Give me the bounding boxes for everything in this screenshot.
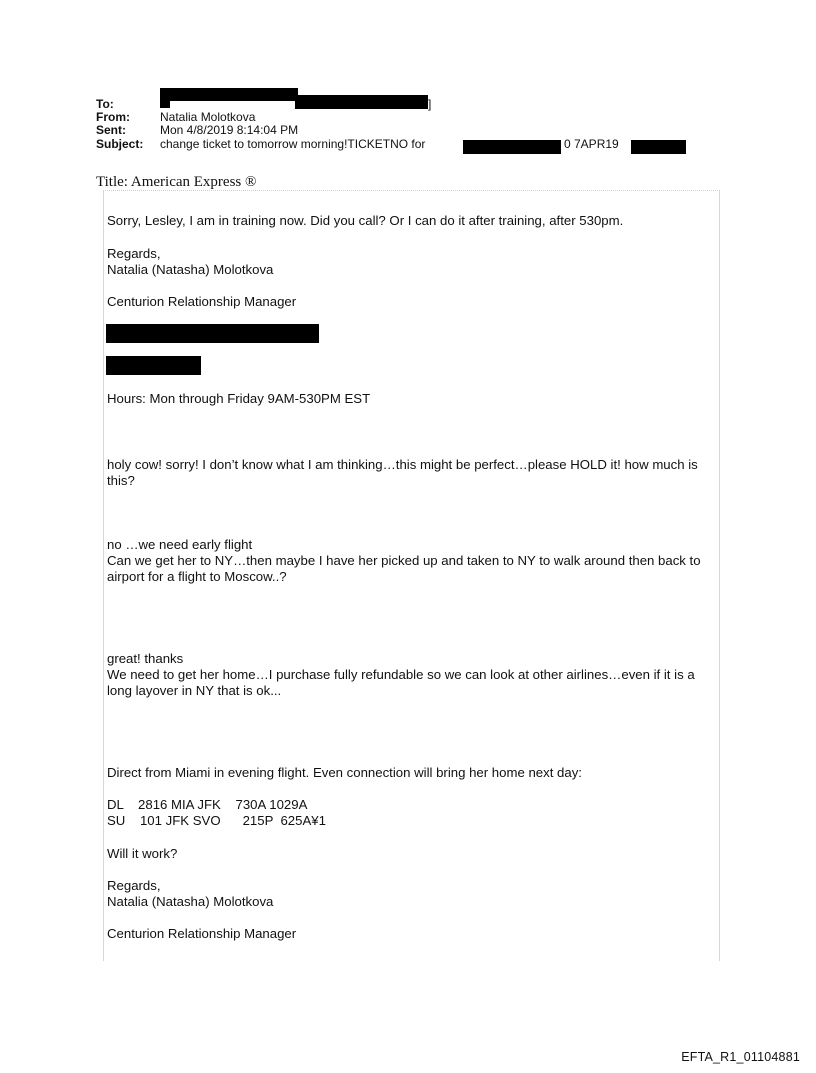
body-paragraph: Will it work? <box>107 846 178 861</box>
body-paragraph: holy cow! sorry! I don’t know what I am thinking…this might be perfect…please HOLD it! how much is this? <box>107 457 698 488</box>
hours-line: Hours: Mon through Friday 9AM-530PM EST <box>107 391 371 406</box>
redaction-box <box>106 356 201 375</box>
signature-block <box>107 878 712 910</box>
redaction-box <box>160 88 298 101</box>
regards-line: Regards, <box>107 878 161 893</box>
flight-row: SU 101 JFK SVO 215P 625A¥1 <box>107 813 326 828</box>
from-label: From: <box>96 110 130 124</box>
body-line: Can we get her to NY…then maybe I have her picked up and taken to NY to walk around then back to airport for a flight to Moscow..? <box>107 553 701 584</box>
body-paragraph: Sorry, Lesley, I am in training now. Did you call? Or I can do it after training, after 530pm. <box>107 213 624 228</box>
subject-value-continued: 0 7APR19 <box>564 137 619 151</box>
to-value: ] <box>428 97 432 111</box>
redaction-box <box>295 95 428 109</box>
body-paragraph <box>107 651 712 699</box>
redaction-box <box>106 324 319 343</box>
body-line: no …we need early flight <box>107 537 253 552</box>
subject-value: change ticket to tomorrow morning!TICKETNO for <box>160 137 426 151</box>
message-title: Title: American Express ® <box>96 174 257 190</box>
redaction-box <box>160 98 170 108</box>
from-value: Natalia Molotkova <box>160 110 256 124</box>
body-line: great! thanks <box>107 651 184 666</box>
sent-value: Mon 4/8/2019 8:14:04 PM <box>160 123 299 137</box>
to-label: To: <box>96 97 114 111</box>
redaction-box <box>463 140 561 154</box>
flight-row: DL 2816 MIA JFK 730A 1029A <box>107 797 308 812</box>
signature-block <box>107 246 712 278</box>
signature-name: Natalia (Natasha) Molotkova <box>107 262 274 277</box>
document-id: EFTA_R1_01104881 <box>681 1050 800 1064</box>
signature-name: Natalia (Natasha) Molotkova <box>107 894 274 909</box>
sent-label: Sent: <box>96 123 126 137</box>
redaction-box <box>631 140 686 154</box>
body-paragraph <box>107 537 712 585</box>
body-line: We need to get her home…I purchase fully refundable so we can look at other airlines…even if it is a long layover in NY that is ok... <box>107 667 695 698</box>
flight-itinerary <box>107 797 712 829</box>
regards-line: Regards, <box>107 246 161 261</box>
body-paragraph: Direct from Miami in evening flight. Even connection will bring her home next day: <box>107 765 582 780</box>
signature-role: Centurion Relationship Manager <box>107 294 297 309</box>
subject-label: Subject: <box>96 137 144 151</box>
signature-role: Centurion Relationship Manager <box>107 926 297 941</box>
